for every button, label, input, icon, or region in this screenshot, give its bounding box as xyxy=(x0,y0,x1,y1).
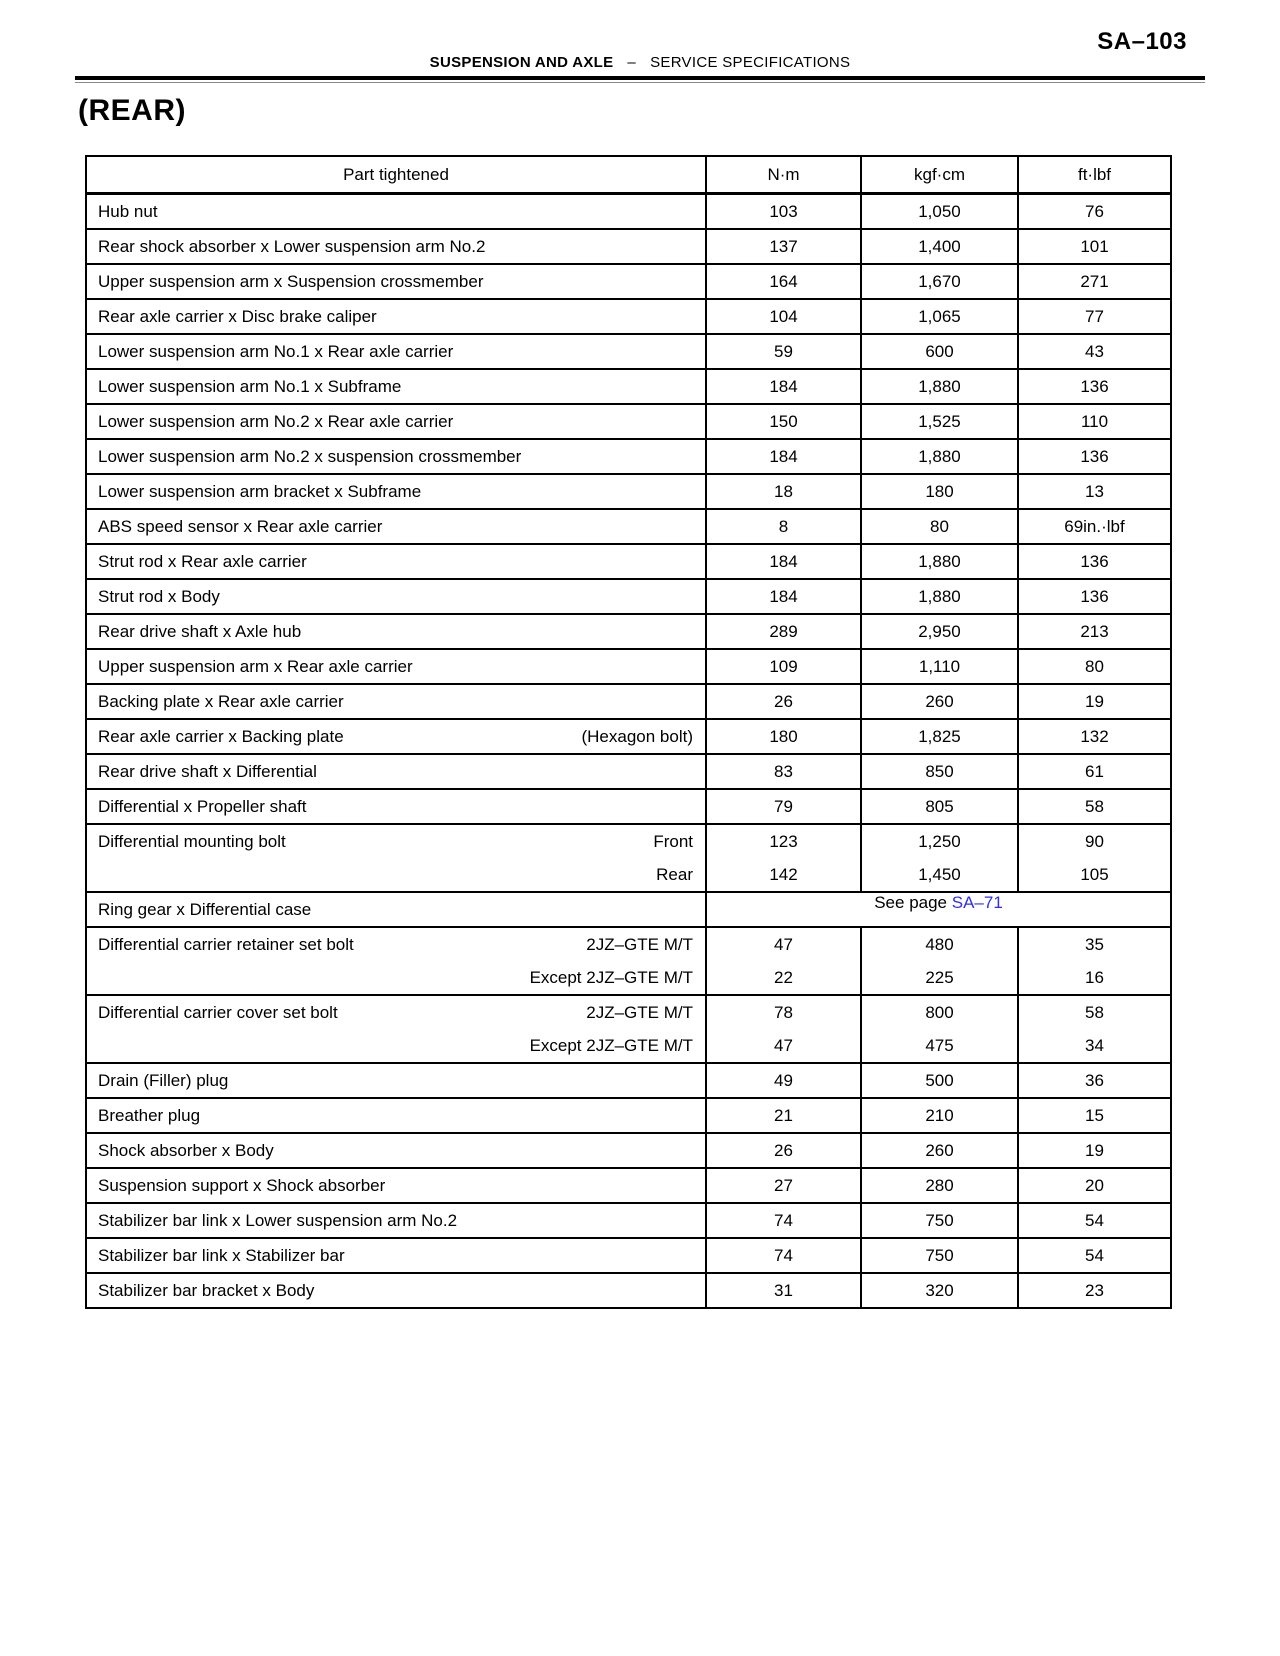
torque-value: 137 xyxy=(769,237,798,256)
torque-value: 1,880 xyxy=(918,447,961,466)
torque-value: 26 xyxy=(774,1141,793,1160)
torque-value: 136 xyxy=(1080,552,1109,571)
torque-value: 280 xyxy=(925,1176,954,1195)
torque-value: 225 xyxy=(925,968,954,987)
torque-value: 289 xyxy=(769,622,798,641)
torque-value: 184 xyxy=(769,377,798,396)
table-row xyxy=(86,544,1171,579)
torque-value: 27 xyxy=(774,1176,793,1195)
torque-value: 69in.·lbf xyxy=(1064,517,1125,536)
nm-value-cell xyxy=(706,754,861,789)
column-header-nm: N·m xyxy=(706,156,861,194)
torque-value: 18 xyxy=(774,482,793,501)
torque-value: 1,880 xyxy=(918,552,961,571)
table-row xyxy=(86,1203,1171,1238)
part-label: Rear drive shaft x Axle hub xyxy=(98,622,302,641)
torque-value: 31 xyxy=(774,1281,793,1300)
part-label: Lower suspension arm No.1 x Subframe xyxy=(98,377,402,396)
torque-value: 1,400 xyxy=(918,237,961,256)
part-label: Lower suspension arm No.1 x Rear axle carrier xyxy=(98,342,454,361)
part-label: Differential carrier retainer set bolt xyxy=(98,935,354,954)
kgfcm-value-cell xyxy=(861,995,1018,1063)
column-header-ftlbf: ft·lbf xyxy=(1018,156,1171,194)
torque-value: 21 xyxy=(774,1106,793,1125)
table-row xyxy=(86,229,1171,264)
nm-value-cell xyxy=(706,579,861,614)
part-tightened-cell xyxy=(86,509,706,544)
torque-value: 500 xyxy=(925,1071,954,1090)
torque-value: 83 xyxy=(774,762,793,781)
column-header-part: Part tightened xyxy=(86,156,706,194)
torque-value: 47 xyxy=(774,935,793,954)
ftlbf-value-cell xyxy=(1018,1203,1171,1238)
nm-value-cell xyxy=(706,684,861,719)
torque-value: 1,110 xyxy=(918,657,961,676)
part-qualifier: Rear xyxy=(656,865,693,884)
table-row xyxy=(86,299,1171,334)
part-tightened-cell xyxy=(86,334,706,369)
ftlbf-value-cell xyxy=(1018,789,1171,824)
torque-value: 750 xyxy=(925,1246,954,1265)
nm-value-cell xyxy=(706,1063,861,1098)
torque-value: 800 xyxy=(925,1003,954,1022)
part-tightened-cell xyxy=(86,789,706,824)
part-tightened-cell xyxy=(86,1273,706,1308)
page-number: SA–103 xyxy=(1097,28,1187,55)
ftlbf-value-cell xyxy=(1018,1063,1171,1098)
part-tightened-cell xyxy=(86,1238,706,1273)
torque-value: 54 xyxy=(1085,1246,1104,1265)
torque-value: 184 xyxy=(769,552,798,571)
nm-value-cell xyxy=(706,474,861,509)
torque-value: 271 xyxy=(1080,272,1109,291)
ftlbf-value-cell xyxy=(1018,299,1171,334)
torque-value: 61 xyxy=(1085,762,1104,781)
nm-value-cell xyxy=(706,404,861,439)
ftlbf-value-cell xyxy=(1018,1168,1171,1203)
kgfcm-value-cell xyxy=(861,649,1018,684)
part-label: Lower suspension arm bracket x Subframe xyxy=(98,482,422,501)
table-row xyxy=(86,789,1171,824)
running-header xyxy=(75,54,1205,71)
nm-value-cell xyxy=(706,614,861,649)
part-label: Shock absorber x Body xyxy=(98,1141,274,1160)
torque-value: 260 xyxy=(925,1141,954,1160)
torque-value: 15 xyxy=(1085,1106,1104,1125)
running-header-separator: – xyxy=(627,54,637,71)
kgfcm-value-cell xyxy=(861,1203,1018,1238)
kgfcm-value-cell xyxy=(861,474,1018,509)
part-tightened-cell xyxy=(86,1203,706,1238)
ftlbf-value-cell xyxy=(1018,194,1171,230)
part-label: Backing plate x Rear axle carrier xyxy=(98,692,344,711)
kgfcm-value-cell xyxy=(861,927,1018,995)
kgfcm-value-cell xyxy=(861,824,1018,892)
part-tightened-cell xyxy=(86,579,706,614)
torque-value: 2,950 xyxy=(918,622,961,641)
table-row xyxy=(86,439,1171,474)
part-label: Hub nut xyxy=(98,202,158,221)
part-tightened-cell xyxy=(86,404,706,439)
part-tightened-cell xyxy=(86,684,706,719)
ftlbf-value-cell xyxy=(1018,229,1171,264)
table-row xyxy=(86,754,1171,789)
nm-value-cell xyxy=(706,229,861,264)
table-row xyxy=(86,404,1171,439)
table-row xyxy=(86,1273,1171,1308)
part-label: Differential mounting bolt xyxy=(98,832,286,851)
nm-value-cell xyxy=(706,1098,861,1133)
ftlbf-value-cell xyxy=(1018,1098,1171,1133)
part-tightened-cell xyxy=(86,544,706,579)
part-tightened-cell xyxy=(86,1133,706,1168)
part-qualifiers xyxy=(530,928,705,994)
torque-value: 47 xyxy=(774,1036,793,1055)
nm-value-cell xyxy=(706,1168,861,1203)
torque-value: 132 xyxy=(1080,727,1109,746)
torque-value: 90 xyxy=(1085,832,1104,851)
ftlbf-value-cell xyxy=(1018,1238,1171,1273)
nm-value-cell xyxy=(706,334,861,369)
torque-value: 105 xyxy=(1080,865,1109,884)
torque-value: 136 xyxy=(1080,587,1109,606)
kgfcm-value-cell xyxy=(861,509,1018,544)
nm-value-cell xyxy=(706,194,861,230)
part-tightened-cell xyxy=(86,1098,706,1133)
torque-value: 123 xyxy=(769,832,798,851)
part-qualifier: (Hexagon bolt) xyxy=(581,727,693,746)
kgfcm-value-cell xyxy=(861,369,1018,404)
running-header-subsection: SERVICE SPECIFICATIONS xyxy=(650,54,851,71)
torque-value: 1,670 xyxy=(918,272,961,291)
kgfcm-value-cell xyxy=(861,264,1018,299)
table-row xyxy=(86,1098,1171,1133)
part-label: Breather plug xyxy=(98,1106,201,1125)
torque-value: 142 xyxy=(769,865,798,884)
ftlbf-value-cell xyxy=(1018,264,1171,299)
part-tightened-cell xyxy=(86,892,706,927)
ftlbf-value-cell xyxy=(1018,544,1171,579)
kgfcm-value-cell xyxy=(861,789,1018,824)
kgfcm-value-cell xyxy=(861,544,1018,579)
table-row xyxy=(86,824,1171,892)
nm-value-cell xyxy=(706,509,861,544)
part-tightened-cell xyxy=(86,1168,706,1203)
ftlbf-value-cell xyxy=(1018,614,1171,649)
nm-value-cell xyxy=(706,264,861,299)
nm-value-cell xyxy=(706,995,861,1063)
part-qualifiers xyxy=(653,825,705,891)
table-row xyxy=(86,194,1171,230)
part-label: Strut rod x Rear axle carrier xyxy=(98,552,307,571)
ftlbf-value-cell xyxy=(1018,995,1171,1063)
part-tightened-cell xyxy=(86,229,706,264)
part-tightened-cell xyxy=(86,754,706,789)
header-rule xyxy=(75,76,1205,83)
kgfcm-value-cell xyxy=(861,719,1018,754)
nm-value-cell xyxy=(706,649,861,684)
kgfcm-value-cell xyxy=(861,1063,1018,1098)
torque-value: 1,880 xyxy=(918,377,961,396)
part-label: Lower suspension arm No.2 x suspension crossmember xyxy=(98,447,522,466)
torque-value: 77 xyxy=(1085,307,1104,326)
table-row xyxy=(86,927,1171,995)
ftlbf-value-cell xyxy=(1018,684,1171,719)
part-label: Ring gear x Differential case xyxy=(98,900,312,919)
torque-value: 805 xyxy=(925,797,954,816)
torque-value: 43 xyxy=(1085,342,1104,361)
nm-value-cell xyxy=(706,1273,861,1308)
torque-value: 180 xyxy=(769,727,798,746)
torque-value: 110 xyxy=(1080,412,1109,431)
part-qualifier: 2JZ–GTE M/T xyxy=(586,1003,693,1022)
torque-spec-table xyxy=(85,155,1172,1309)
torque-value: 23 xyxy=(1085,1281,1104,1300)
see-page-link[interactable]: SA–71 xyxy=(951,893,1003,912)
kgfcm-value-cell xyxy=(861,299,1018,334)
nm-value-cell xyxy=(706,719,861,754)
part-tightened-cell xyxy=(86,299,706,334)
part-tightened-cell xyxy=(86,824,706,892)
ftlbf-value-cell xyxy=(1018,754,1171,789)
torque-value: 150 xyxy=(769,412,798,431)
kgfcm-value-cell xyxy=(861,614,1018,649)
nm-value-cell xyxy=(706,1203,861,1238)
see-page-cell xyxy=(706,892,1171,927)
section-title: (REAR) xyxy=(78,94,186,127)
part-qualifier: Except 2JZ–GTE M/T xyxy=(529,1036,693,1055)
kgfcm-value-cell xyxy=(861,754,1018,789)
torque-value: 74 xyxy=(774,1211,793,1230)
torque-value: 104 xyxy=(769,307,798,326)
part-label: Stabilizer bar bracket x Body xyxy=(98,1281,315,1300)
part-label: Suspension support x Shock absorber xyxy=(98,1176,386,1195)
ftlbf-value-cell xyxy=(1018,369,1171,404)
part-tightened-cell xyxy=(86,614,706,649)
torque-value: 480 xyxy=(925,935,954,954)
table-row xyxy=(86,995,1171,1063)
part-qualifiers xyxy=(530,996,705,1062)
nm-value-cell xyxy=(706,369,861,404)
part-tightened-cell xyxy=(86,194,706,230)
ftlbf-value-cell xyxy=(1018,579,1171,614)
torque-value: 36 xyxy=(1085,1071,1104,1090)
torque-value: 34 xyxy=(1085,1036,1104,1055)
part-label: Rear axle carrier x Disc brake caliper xyxy=(98,307,377,326)
ftlbf-value-cell xyxy=(1018,1273,1171,1308)
part-label: Upper suspension arm x Rear axle carrier xyxy=(98,657,413,676)
torque-value: 58 xyxy=(1085,797,1104,816)
ftlbf-value-cell xyxy=(1018,719,1171,754)
torque-value: 1,880 xyxy=(918,587,961,606)
nm-value-cell xyxy=(706,544,861,579)
kgfcm-value-cell xyxy=(861,1133,1018,1168)
part-label: Drain (Filler) plug xyxy=(98,1071,229,1090)
torque-value: 136 xyxy=(1080,377,1109,396)
part-label: Differential carrier cover set bolt xyxy=(98,1003,338,1022)
nm-value-cell xyxy=(706,824,861,892)
running-header-section: SUSPENSION AND AXLE xyxy=(429,54,614,71)
part-label: Rear axle carrier x Backing plate xyxy=(98,727,344,746)
torque-value: 78 xyxy=(774,1003,793,1022)
torque-value: 1,065 xyxy=(918,307,961,326)
kgfcm-value-cell xyxy=(861,334,1018,369)
part-label: Stabilizer bar link x Lower suspension arm No.2 xyxy=(98,1211,458,1230)
kgfcm-value-cell xyxy=(861,439,1018,474)
part-label: Upper suspension arm x Suspension crossmember xyxy=(98,272,484,291)
kgfcm-value-cell xyxy=(861,579,1018,614)
part-qualifier: 2JZ–GTE M/T xyxy=(586,935,693,954)
table-row xyxy=(86,579,1171,614)
torque-value: 76 xyxy=(1085,202,1104,221)
kgfcm-value-cell xyxy=(861,1273,1018,1308)
column-header-kgfcm: kgf·cm xyxy=(861,156,1018,194)
part-label: Lower suspension arm No.2 x Rear axle carrier xyxy=(98,412,454,431)
kgfcm-value-cell xyxy=(861,1238,1018,1273)
torque-value: 1,825 xyxy=(918,727,961,746)
table-row xyxy=(86,1063,1171,1098)
part-label: Stabilizer bar link x Stabilizer bar xyxy=(98,1246,345,1265)
table-row xyxy=(86,264,1171,299)
torque-value: 79 xyxy=(774,797,793,816)
table-row xyxy=(86,1238,1171,1273)
torque-value: 260 xyxy=(925,692,954,711)
table-row xyxy=(86,684,1171,719)
torque-value: 184 xyxy=(769,447,798,466)
torque-value: 8 xyxy=(778,517,789,536)
part-label: Strut rod x Body xyxy=(98,587,220,606)
ftlbf-value-cell xyxy=(1018,824,1171,892)
torque-value: 58 xyxy=(1085,1003,1104,1022)
part-tightened-cell xyxy=(86,927,706,995)
header-rule-thin-line xyxy=(75,82,1205,83)
table-row xyxy=(86,614,1171,649)
torque-value: 320 xyxy=(925,1281,954,1300)
part-tightened-cell xyxy=(86,649,706,684)
part-qualifiers xyxy=(581,720,705,753)
part-tightened-cell xyxy=(86,264,706,299)
ftlbf-value-cell xyxy=(1018,509,1171,544)
nm-value-cell xyxy=(706,927,861,995)
torque-value: 20 xyxy=(1085,1176,1104,1195)
part-tightened-cell xyxy=(86,369,706,404)
table-row xyxy=(86,474,1171,509)
torque-value: 16 xyxy=(1085,968,1104,987)
torque-value: 103 xyxy=(769,202,798,221)
table-row xyxy=(86,369,1171,404)
table-header-row xyxy=(86,156,1171,194)
torque-value: 19 xyxy=(1085,1141,1104,1160)
torque-value: 13 xyxy=(1085,482,1104,501)
torque-value: 54 xyxy=(1085,1211,1104,1230)
nm-value-cell xyxy=(706,1133,861,1168)
kgfcm-value-cell xyxy=(861,684,1018,719)
part-label: Rear shock absorber x Lower suspension arm No.2 xyxy=(98,237,486,256)
torque-value: 59 xyxy=(774,342,793,361)
torque-value: 750 xyxy=(925,1211,954,1230)
table-row xyxy=(86,334,1171,369)
torque-value: 109 xyxy=(769,657,798,676)
kgfcm-value-cell xyxy=(861,194,1018,230)
nm-value-cell xyxy=(706,1238,861,1273)
part-qualifier: Except 2JZ–GTE M/T xyxy=(529,968,693,987)
table-row xyxy=(86,1168,1171,1203)
header-rule-thick-line xyxy=(75,76,1205,80)
torque-value: 850 xyxy=(925,762,954,781)
torque-value: 22 xyxy=(774,968,793,987)
torque-value: 80 xyxy=(1085,657,1104,676)
torque-value: 600 xyxy=(925,342,954,361)
kgfcm-value-cell xyxy=(861,1168,1018,1203)
torque-value: 164 xyxy=(769,272,798,291)
part-tightened-cell xyxy=(86,1063,706,1098)
ftlbf-value-cell xyxy=(1018,927,1171,995)
ftlbf-value-cell xyxy=(1018,649,1171,684)
table-row xyxy=(86,649,1171,684)
part-tightened-cell xyxy=(86,995,706,1063)
nm-value-cell xyxy=(706,299,861,334)
torque-value: 180 xyxy=(925,482,954,501)
torque-value: 475 xyxy=(925,1036,954,1055)
torque-value: 136 xyxy=(1080,447,1109,466)
torque-value: 1,525 xyxy=(918,412,961,431)
ftlbf-value-cell xyxy=(1018,439,1171,474)
kgfcm-value-cell xyxy=(861,404,1018,439)
table-row xyxy=(86,509,1171,544)
table-row xyxy=(86,1133,1171,1168)
torque-value: 80 xyxy=(930,517,949,536)
torque-value: 184 xyxy=(769,587,798,606)
torque-value: 49 xyxy=(774,1071,793,1090)
torque-value: 210 xyxy=(925,1106,954,1125)
part-label: Rear drive shaft x Differential xyxy=(98,762,317,781)
torque-value: 101 xyxy=(1080,237,1109,256)
torque-value: 26 xyxy=(774,692,793,711)
nm-value-cell xyxy=(706,789,861,824)
ftlbf-value-cell xyxy=(1018,404,1171,439)
table-row xyxy=(86,719,1171,754)
torque-value: 213 xyxy=(1080,622,1109,641)
kgfcm-value-cell xyxy=(861,229,1018,264)
part-qualifier: Front xyxy=(653,832,693,851)
table-row xyxy=(86,892,1171,927)
torque-value: 35 xyxy=(1085,935,1104,954)
torque-value: 1,250 xyxy=(918,832,961,851)
torque-value: 1,450 xyxy=(918,865,961,884)
torque-value: 1,050 xyxy=(918,202,961,221)
ftlbf-value-cell xyxy=(1018,474,1171,509)
part-tightened-cell xyxy=(86,439,706,474)
nm-value-cell xyxy=(706,439,861,474)
torque-value: 19 xyxy=(1085,692,1104,711)
part-label: Differential x Propeller shaft xyxy=(98,797,307,816)
ftlbf-value-cell xyxy=(1018,1133,1171,1168)
torque-value: 74 xyxy=(774,1246,793,1265)
part-tightened-cell xyxy=(86,474,706,509)
see-page-text: See page xyxy=(874,893,952,912)
part-tightened-cell xyxy=(86,719,706,754)
kgfcm-value-cell xyxy=(861,1098,1018,1133)
ftlbf-value-cell xyxy=(1018,334,1171,369)
part-label: ABS speed sensor x Rear axle carrier xyxy=(98,517,383,536)
